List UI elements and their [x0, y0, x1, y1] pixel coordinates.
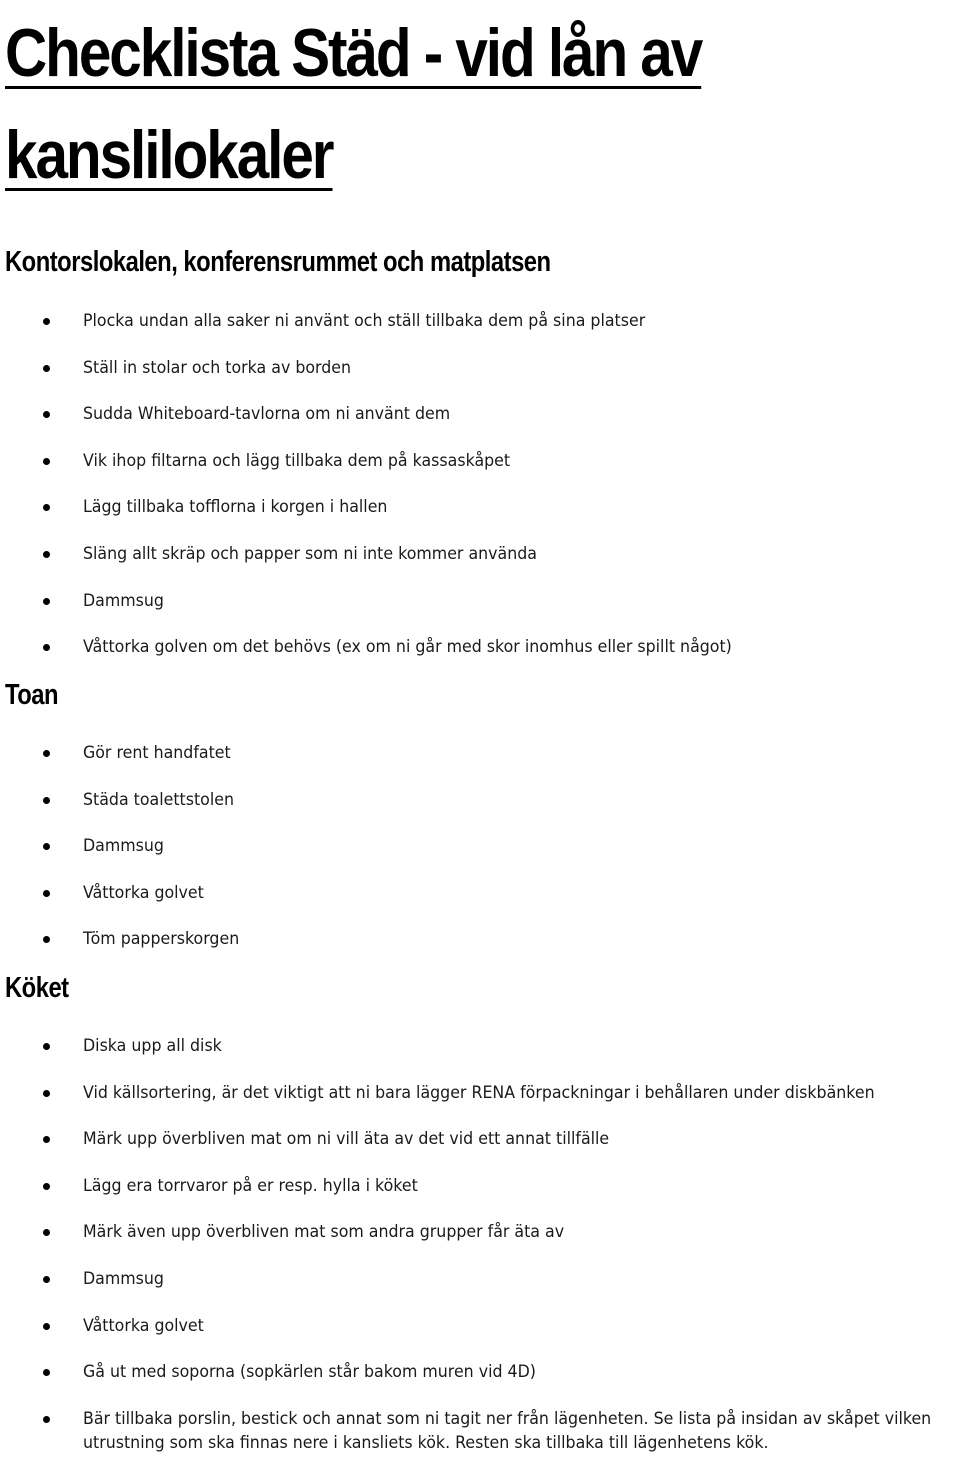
bullet-icon	[43, 750, 50, 757]
checklist-toan	[5, 741, 960, 974]
checklist-koket	[5, 1034, 960, 1477]
list-item: Gör rent handfatet	[5, 741, 960, 765]
list-item: Släng allt skräp och papper som ni inte kommer använda	[5, 542, 960, 566]
bullet-icon	[43, 1090, 50, 1097]
list-item: Våttorka golven om det behövs (ex om ni går med skor inomhus eller spillt något)	[5, 635, 960, 659]
section-heading-kontorslokalen: Kontorslokalen, konferensrummet och matplatsen	[5, 246, 551, 278]
list-item: Diska upp all disk	[5, 1034, 960, 1058]
list-item: Lägg era torrvaror på er resp. hylla i köket	[5, 1174, 960, 1198]
document-title-line-2: kanslilokaler	[5, 117, 333, 193]
list-item: Dammsug	[5, 834, 960, 858]
bullet-icon	[43, 843, 50, 850]
list-item: Vik ihop filtarna och lägg tillbaka dem på kassaskåpet	[5, 449, 960, 473]
list-item: Våttorka golvet	[5, 881, 960, 905]
section-heading-koket: Köket	[5, 972, 69, 1004]
document-page	[5, 0, 960, 1453]
bullet-icon	[43, 411, 50, 418]
list-item: Märk även upp överbliven mat som andra grupper får äta av	[5, 1220, 960, 1244]
bullet-icon	[43, 504, 50, 511]
bullet-icon	[43, 318, 50, 325]
document-title-line-1: Checklista Städ - vid lån av	[5, 15, 702, 91]
list-item: Lägg tillbaka tofflorna i korgen i hallen	[5, 495, 960, 519]
list-item: Sudda Whiteboard-tavlorna om ni använt dem	[5, 402, 960, 426]
list-item: Töm papperskorgen	[5, 927, 960, 951]
bullet-icon	[43, 1416, 50, 1423]
bullet-icon	[43, 1043, 50, 1050]
bullet-icon	[43, 1136, 50, 1143]
bullet-icon	[43, 890, 50, 897]
bullet-icon	[43, 458, 50, 465]
checklist-kontorslokalen	[5, 309, 960, 682]
bullet-icon	[43, 936, 50, 943]
list-item: Vid källsortering, är det viktigt att ni bara lägger RENA förpackningar i behållaren under diskbänken	[5, 1081, 960, 1105]
bullet-icon	[43, 1276, 50, 1283]
list-item: Bär tillbaka porslin, bestick och annat som ni tagit ner från lägenheten. Se lista på insidan av skåpet vilken utrustning som ska finnas nere i kansliets kök. Resten ska tillbaka till lägenhetens kök.	[5, 1407, 960, 1455]
bullet-icon	[43, 1229, 50, 1236]
list-item: Städa toalettstolen	[5, 788, 960, 812]
bullet-icon	[43, 598, 50, 605]
bullet-icon	[43, 1183, 50, 1190]
list-item: Plocka undan alla saker ni använt och ställ tillbaka dem på sina platser	[5, 309, 960, 333]
bullet-icon	[43, 365, 50, 372]
list-item: Dammsug	[5, 1267, 960, 1291]
list-item: Dammsug	[5, 589, 960, 613]
bullet-icon	[43, 551, 50, 558]
document-title	[5, 0, 951, 206]
bullet-icon	[43, 1369, 50, 1376]
list-item: Våttorka golvet	[5, 1314, 960, 1338]
bullet-icon	[43, 797, 50, 804]
list-item: Märk upp överbliven mat om ni vill äta av det vid ett annat tillfälle	[5, 1127, 960, 1151]
section-heading-toan: Toan	[5, 679, 59, 711]
list-item: Gå ut med soporna (sopkärlen står bakom muren vid 4D)	[5, 1360, 960, 1384]
list-item: Ställ in stolar och torka av borden	[5, 356, 960, 380]
bullet-icon	[43, 1323, 50, 1330]
bullet-icon	[43, 644, 50, 651]
